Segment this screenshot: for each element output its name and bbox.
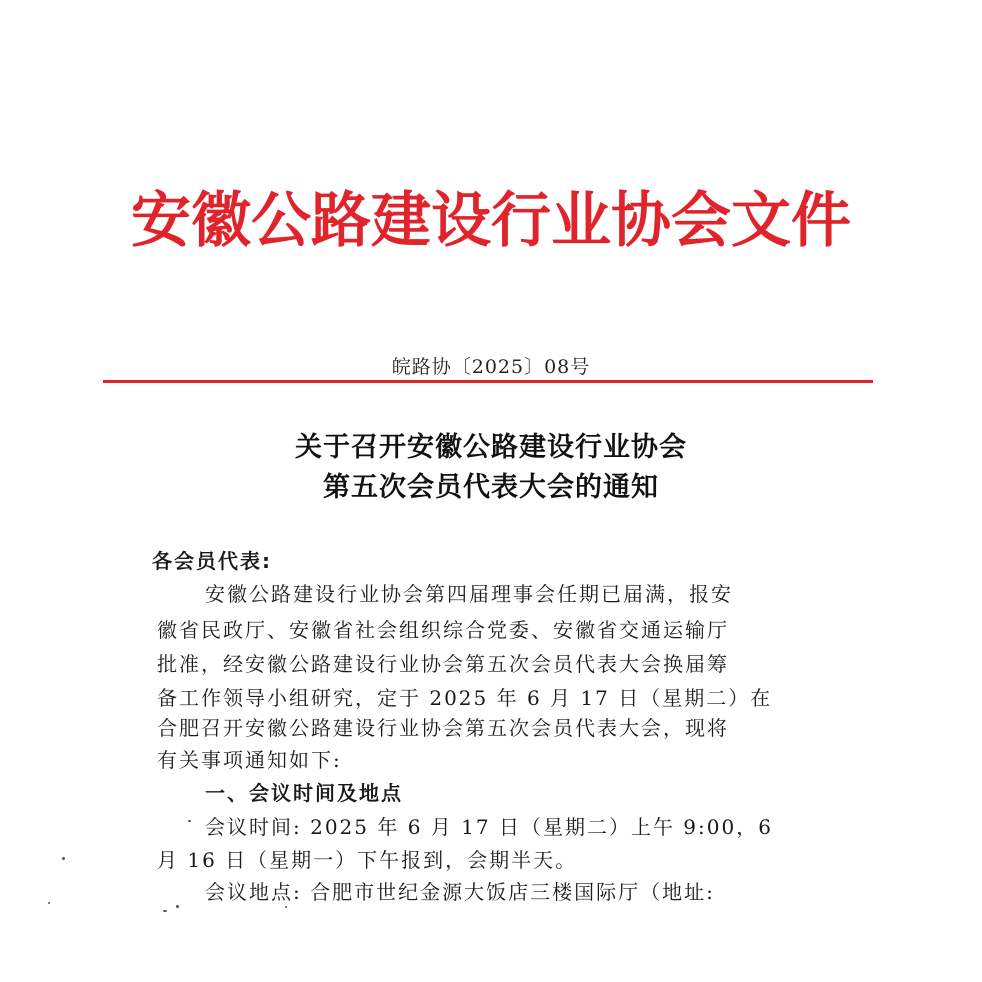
paragraph-line: 安徽公路建设行业协会第四届理事会任期已届满，报安 [205, 582, 733, 606]
paragraph-line: 备工作领导小组研究，定于 2025 年 6 月 17 日（星期二）在 [157, 686, 773, 710]
paragraph-line: 有关事项通知如下: [157, 748, 342, 772]
scan-speck [62, 857, 65, 860]
scan-speck [285, 906, 287, 908]
red-divider-line [103, 380, 873, 383]
paragraph-line: 徽省民政厅、安徽省社会组织综合党委、安徽省交通运输厅 [157, 618, 729, 642]
salutation: 各会员代表: [152, 549, 272, 573]
scan-speck [176, 905, 179, 908]
org-file-title: 安徽公路建设行业协会文件 [131, 186, 851, 256]
meeting-time-line: 月 16 日（星期一）下午报到，会期半天。 [157, 848, 578, 872]
paragraph-line: 合肥召开安徽公路建设行业协会第五次会员代表大会，现将 [157, 716, 729, 740]
notice-title-line-2: 第五次会员代表大会的通知 [323, 472, 659, 503]
scan-speck [188, 820, 191, 822]
meeting-time-line: 会议时间: 2025 年 6 月 17 日（星期二）上午 9:00，6 [205, 815, 773, 839]
notice-title-line-1: 关于召开安徽公路建设行业协会 [295, 432, 687, 463]
document-number: 皖路协〔2025〕08号 [391, 356, 591, 378]
paragraph-line: 批准，经安徽公路建设行业协会第五次会员代表大会换届筹 [157, 652, 729, 676]
section-heading: 一、会议时间及地点 [205, 781, 403, 805]
scan-speck [163, 910, 167, 912]
meeting-place-line: 会议地点: 合肥市世纪金源大饭店三楼国际厅（地址: [205, 880, 715, 904]
scan-speck [48, 902, 50, 904]
